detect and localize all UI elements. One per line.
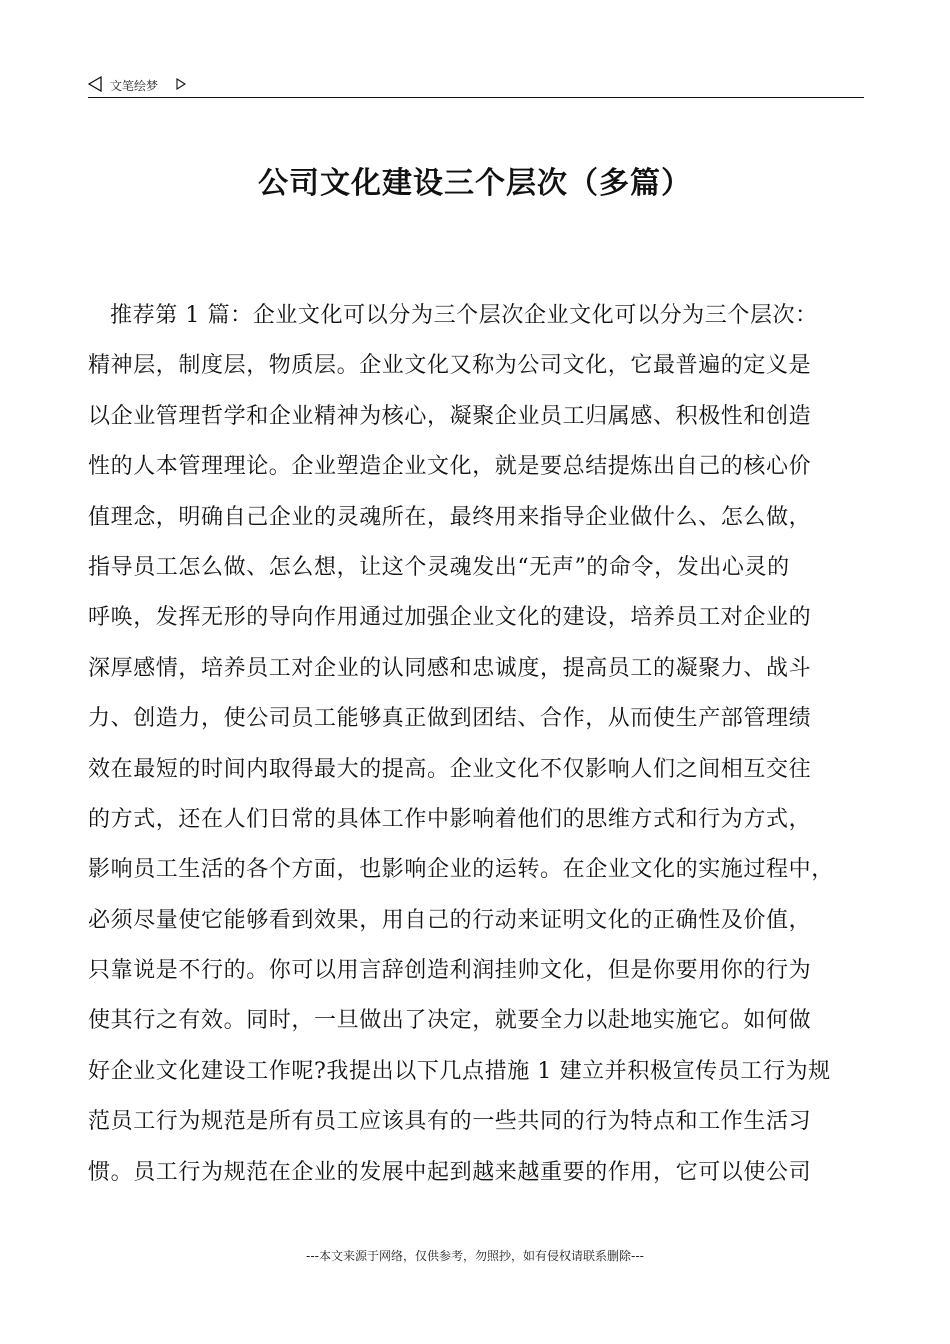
triangle-left-outline-icon — [88, 76, 102, 92]
text-line: 精神层，制度层，物质层。企业文化又称为公司文化，它最普遍的定义是 — [88, 353, 812, 379]
header-divider — [88, 97, 864, 98]
text-line: 深厚感情，培养员工对企业的认同感和忠诚度，提高员工的凝聚力、战斗 — [88, 655, 812, 681]
text-line: 值理念，明确自己企业的灵魂所在，最终用来指导企业做什么、怎么做， — [88, 504, 812, 530]
text-line: 惯。员工行为规范在企业的发展中起到越来越重要的作用，它可以使公司 — [88, 1159, 812, 1185]
text-line: 的方式，还在人们日常的具体工作中影响着他们的思维方式和行为方式， — [88, 806, 812, 832]
text-line: 好企业文化建设工作呢?我提出以下几点措施 1 建立并积极宣传员工行为规 — [88, 1058, 831, 1084]
document-title: 公司文化建设三个层次（多篇） — [258, 166, 692, 201]
page-footer-disclaimer: ---本文来源于网络，仅供参考，勿照抄，如有侵权请联系删除--- — [306, 1249, 644, 1263]
text-line: 影响员工生活的各个方面，也影响企业的运转。在企业文化的实施过程中， — [88, 857, 834, 883]
text-line: 使其行之有效。同时，一旦做出了决定，就要全力以赴地实施它。如何做 — [88, 1008, 812, 1034]
header-label: 文笔绘梦 — [110, 79, 159, 93]
text-line: 推荐第 1 篇：企业文化可以分为三个层次企业文化可以分为三个层次： — [110, 303, 818, 328]
text-line: 指导员工怎么做、怎么想，让这个灵魂发出“无声”的命令，发出心灵的 — [88, 554, 790, 580]
triangle-right-outline-icon — [176, 78, 186, 90]
text-line: 必须尽量使它能够看到效果，用自己的行动来证明文化的正确性及价值， — [88, 907, 812, 933]
text-line: 性的人本管理理论。企业塑造企业文化，就是要总结提炼出自己的核心价 — [88, 454, 812, 480]
text-line: 以企业管理哲学和企业精神为核心，凝聚企业员工归属感、积极性和创造 — [88, 403, 812, 429]
page-header — [88, 74, 864, 98]
text-line: 效在最短的时间内取得最大的提高。企业文化不仅影响人们之间相互交往 — [88, 756, 812, 782]
text-line: 力、创造力，使公司员工能够真正做到团结、合作，从而使生产部管理绩 — [88, 706, 812, 732]
text-line: 只靠说是不行的。你可以用言辞创造利润挂帅文化，但是你要用你的行为 — [88, 958, 812, 984]
text-line: 呼唤，发挥无形的导向作用通过加强企业文化的建设，培养员工对企业的 — [88, 605, 812, 631]
body-paragraph — [88, 291, 868, 1198]
text-line: 范员工行为规范是所有员工应该具有的一些共同的行为特点和工作生活习 — [88, 1109, 812, 1135]
